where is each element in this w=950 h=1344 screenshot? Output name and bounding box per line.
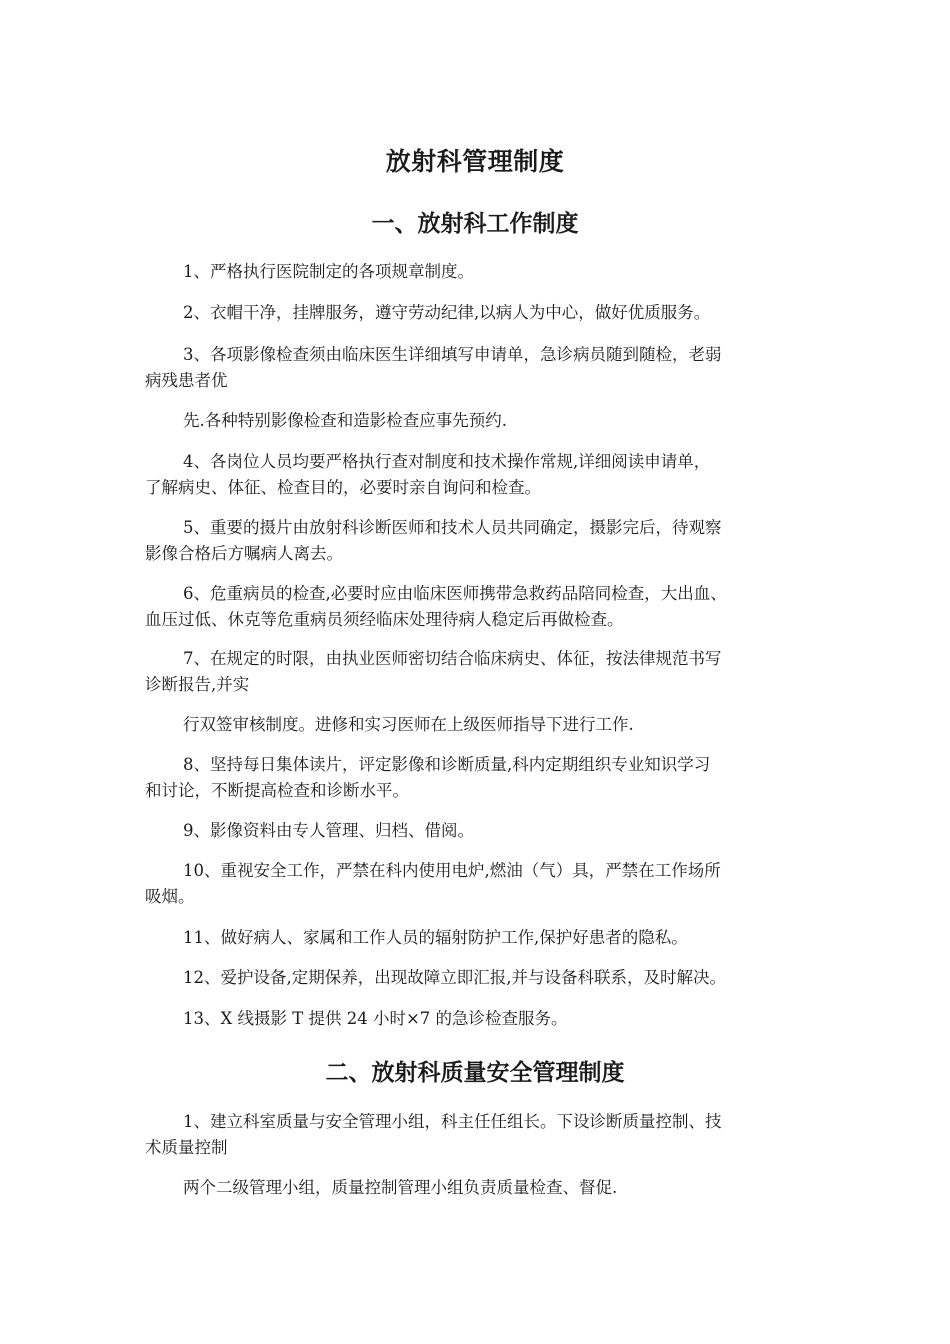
paragraph-item-7 bbox=[145, 646, 815, 698]
paragraph-line: 2、衣帽干净，挂牌服务，遵守劳动纪律,以病人为中心，做好优质服务。 bbox=[183, 303, 711, 322]
paragraph-line: 诊断报告,并实 bbox=[145, 675, 250, 694]
paragraph-line: 6、危重病员的检查,必要时应由临床医师携带急救药品陪同检查，大出血、 bbox=[183, 584, 727, 603]
paragraph-item-9 bbox=[145, 818, 815, 844]
paragraph-line: 吸烟。 bbox=[145, 887, 195, 906]
paragraph-line: 12、爱护设备,定期保养，出现故障立即汇报,并与设备科联系，及时解决。 bbox=[183, 968, 726, 987]
paragraph-line: 5、重要的摄片由放射科诊断医师和技术人员共同确定，摄影完后，待观察 bbox=[183, 518, 722, 537]
paragraph-line: 11、做好病人、家属和工作人员的辐射防护工作,保护好患者的隐私。 bbox=[183, 928, 688, 947]
paragraph-line: 1、建立科室质量与安全管理小组，科主任任组长。下设诊断质量控制、技 bbox=[183, 1112, 722, 1131]
paragraph-line: 3、各项影像检查须由临床医生详细填写申请单，急诊病员随到随检，老弱 bbox=[183, 345, 722, 364]
paragraph-continuation: 行双签审核制度。进修和实习医师在上级医师指导下进行工作. bbox=[183, 715, 634, 734]
document-title: 放射科管理制度 bbox=[385, 147, 565, 176]
paragraph-item-s2-1 bbox=[145, 1109, 815, 1161]
paragraph-line: 了解病史、体征、检查目的，必要时亲自询问和检查。 bbox=[145, 478, 541, 497]
paragraph-item-3 bbox=[145, 342, 815, 394]
paragraph-item-5 bbox=[145, 515, 815, 567]
paragraph-line: 术质量控制 bbox=[145, 1138, 228, 1157]
paragraph-line: 和讨论，不断提高检查和诊断水平。 bbox=[145, 781, 409, 800]
paragraph-line: 8、坚持每日集体读片，评定影像和诊断质量,科内定期组织专业知识学习 bbox=[183, 755, 711, 774]
paragraph-line: 4、各岗位人员均要严格执行查对制度和技术操作常规,详细阅读申请单， bbox=[183, 452, 711, 471]
paragraph-line: 血压过低、休克等危重病员须经临床处理待病人稳定后再做检查。 bbox=[145, 610, 624, 629]
paragraph-line: 10、重视安全工作，严禁在科内使用电炉,燃油（气）具，严禁在工作场所 bbox=[183, 861, 721, 880]
paragraph-continuation: 先.各种特别影像检查和造影检查应事先预约. bbox=[183, 411, 507, 430]
section-heading-2: 二、放射科质量安全管理制度 bbox=[325, 1059, 625, 1086]
paragraph-item-4 bbox=[145, 449, 815, 501]
paragraph-item-12 bbox=[145, 965, 815, 991]
paragraph-line: 9、影像资料由专人管理、归档、借阅。 bbox=[183, 821, 474, 840]
paragraph-item-1 bbox=[145, 259, 815, 285]
paragraph-line: 病残患者优 bbox=[145, 371, 228, 390]
paragraph-item-2 bbox=[145, 300, 815, 326]
paragraph-item-6 bbox=[145, 581, 815, 633]
paragraph-line: 1、严格执行医院制定的各项规章制度。 bbox=[183, 262, 474, 281]
paragraph-item-13 bbox=[145, 1006, 815, 1032]
paragraph-item-11 bbox=[145, 925, 815, 951]
section-heading-1: 一、放射科工作制度 bbox=[371, 210, 579, 237]
paragraph-line: 影像合格后方嘱病人离去。 bbox=[145, 544, 343, 563]
paragraph-item-8 bbox=[145, 752, 815, 804]
paragraph-continuation: 两个二级管理小组，质量控制管理小组负责质量检查、督促. bbox=[183, 1178, 618, 1197]
paragraph-item-10 bbox=[145, 858, 815, 910]
paragraph-line: 13、X 线摄影 T 提供 24 小时×7 的急诊检查服务。 bbox=[183, 1009, 568, 1028]
paragraph-line: 7、在规定的时限，由执业医师密切结合临床病史、体征，按法律规范书写 bbox=[183, 649, 722, 668]
